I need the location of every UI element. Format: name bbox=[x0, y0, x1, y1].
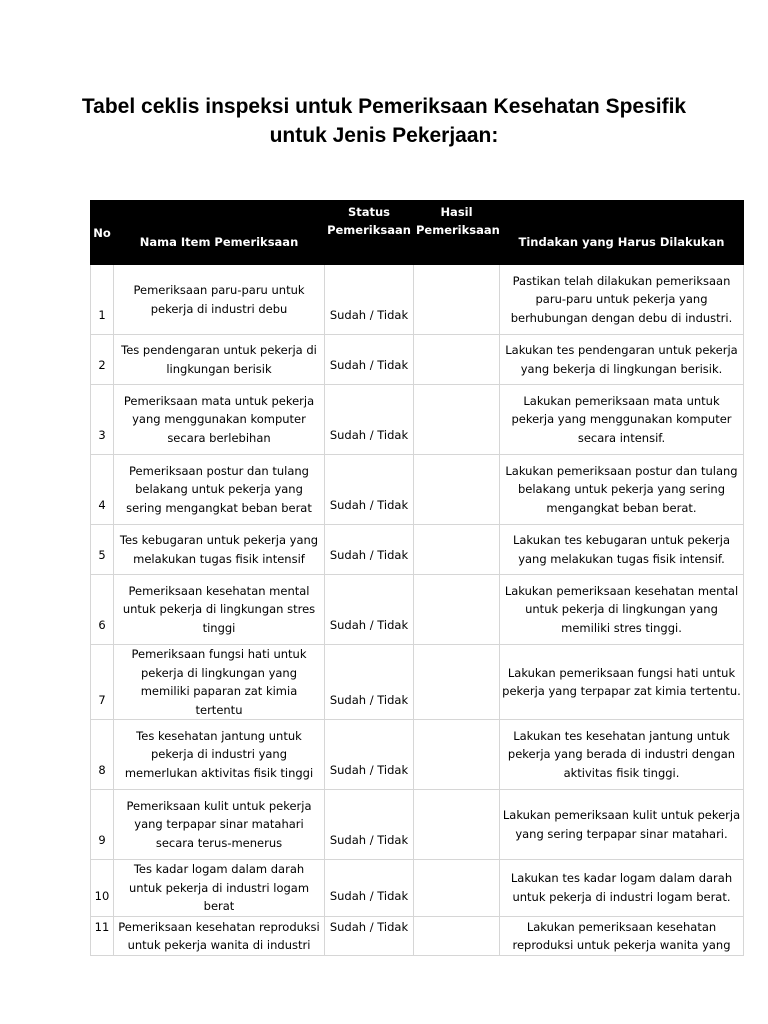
row-number: 1 bbox=[91, 265, 114, 335]
status-cell[interactable]: Sudah / Tidak bbox=[325, 455, 414, 525]
status-cell[interactable]: Sudah / Tidak bbox=[325, 916, 414, 955]
status-cell[interactable]: Sudah / Tidak bbox=[325, 525, 414, 575]
row-number: 11 bbox=[91, 916, 114, 955]
row-number: 9 bbox=[91, 790, 114, 860]
row-number: 4 bbox=[91, 455, 114, 525]
table-row bbox=[91, 455, 744, 525]
result-cell[interactable] bbox=[414, 385, 500, 455]
table-row bbox=[91, 860, 744, 917]
item-name-cell: Pemeriksaan kesehatan mental untuk pekerja di lingkungan stres tinggi bbox=[114, 575, 325, 645]
table-row bbox=[91, 575, 744, 645]
result-cell[interactable] bbox=[414, 790, 500, 860]
page-title: Tabel ceklis inspeksi untuk Pemeriksaan Kesehatan Spesifik untuk Jenis Pekerjaan: bbox=[81, 95, 687, 147]
action-cell: Lakukan tes kebugaran untuk pekerja yang melakukan tugas fisik intensif. bbox=[500, 525, 744, 575]
row-number: 2 bbox=[91, 335, 114, 385]
action-cell: Lakukan pemeriksaan postur dan tulang belakang untuk pekerja yang sering mengangkat beban berat. bbox=[500, 455, 744, 525]
result-cell[interactable] bbox=[414, 525, 500, 575]
status-cell[interactable]: Sudah / Tidak bbox=[325, 335, 414, 385]
action-cell: Lakukan pemeriksaan mata untuk pekerja yang menggunakan komputer secara intensif. bbox=[500, 385, 744, 455]
header-action: Tindakan yang Harus Dilakukan bbox=[500, 201, 744, 265]
action-cell: Lakukan pemeriksaan kesehatan reproduksi untuk pekerja wanita yang bbox=[500, 916, 744, 955]
action-cell: Lakukan tes kesehatan jantung untuk pekerja yang berada di industri dengan aktivitas fisik tinggi. bbox=[500, 720, 744, 790]
item-name-cell: Pemeriksaan postur dan tulang belakang untuk pekerja yang sering mengangkat beban berat bbox=[114, 455, 325, 525]
result-cell[interactable] bbox=[414, 720, 500, 790]
result-cell[interactable] bbox=[414, 645, 500, 720]
row-number: 6 bbox=[91, 575, 114, 645]
status-cell[interactable]: Sudah / Tidak bbox=[325, 790, 414, 860]
header-status: Status Pemeriksaan bbox=[325, 201, 414, 265]
item-name-cell: Tes kebugaran untuk pekerja yang melakukan tugas fisik intensif bbox=[114, 525, 325, 575]
table-row bbox=[91, 525, 744, 575]
table-row bbox=[91, 335, 744, 385]
status-cell[interactable]: Sudah / Tidak bbox=[325, 720, 414, 790]
table-header-row bbox=[91, 201, 744, 265]
table-body bbox=[91, 265, 744, 956]
item-name-cell: Pemeriksaan paru-paru untuk pekerja di industri debu bbox=[114, 265, 325, 335]
action-cell: Lakukan pemeriksaan fungsi hati untuk pekerja yang terpapar zat kimia tertentu. bbox=[500, 645, 744, 720]
header-no: No bbox=[91, 201, 114, 265]
result-cell[interactable] bbox=[414, 575, 500, 645]
item-name-cell: Tes kesehatan jantung untuk pekerja di industri yang memerlukan aktivitas fisik tinggi bbox=[114, 720, 325, 790]
row-number: 7 bbox=[91, 645, 114, 720]
result-cell[interactable] bbox=[414, 916, 500, 955]
status-cell[interactable]: Sudah / Tidak bbox=[325, 575, 414, 645]
result-cell[interactable] bbox=[414, 860, 500, 917]
item-name-cell: Pemeriksaan fungsi hati untuk pekerja di lingkungan yang memiliki paparan zat kimia tertentu bbox=[114, 645, 325, 720]
action-cell: Pastikan telah dilakukan pemeriksaan paru-paru untuk pekerja yang berhubungan dengan debu di industri. bbox=[500, 265, 744, 335]
item-name-cell: Tes pendengaran untuk pekerja di lingkungan berisik bbox=[114, 335, 325, 385]
row-number: 3 bbox=[91, 385, 114, 455]
item-name-cell: Tes kadar logam dalam darah untuk pekerja di industri logam berat bbox=[114, 860, 325, 917]
item-name-cell: Pemeriksaan kesehatan reproduksi untuk pekerja wanita di industri bbox=[114, 916, 325, 955]
action-cell: Lakukan tes pendengaran untuk pekerja yang bekerja di lingkungan berisik. bbox=[500, 335, 744, 385]
status-cell[interactable]: Sudah / Tidak bbox=[325, 265, 414, 335]
status-cell[interactable]: Sudah / Tidak bbox=[325, 645, 414, 720]
table-row bbox=[91, 385, 744, 455]
status-cell[interactable]: Sudah / Tidak bbox=[325, 860, 414, 917]
table-row bbox=[91, 265, 744, 335]
result-cell[interactable] bbox=[414, 455, 500, 525]
result-cell[interactable] bbox=[414, 335, 500, 385]
action-cell: Lakukan pemeriksaan kulit untuk pekerja yang sering terpapar sinar matahari. bbox=[500, 790, 744, 860]
inspection-checklist-table bbox=[90, 200, 744, 956]
table-row bbox=[91, 720, 744, 790]
action-cell: Lakukan tes kadar logam dalam darah untuk pekerja di industri logam berat. bbox=[500, 860, 744, 917]
action-cell: Lakukan pemeriksaan kesehatan mental untuk pekerja di lingkungan yang memiliki stres tinggi. bbox=[500, 575, 744, 645]
result-cell[interactable] bbox=[414, 265, 500, 335]
header-result: Hasil Pemeriksaan bbox=[414, 201, 500, 265]
status-cell[interactable]: Sudah / Tidak bbox=[325, 385, 414, 455]
row-number: 5 bbox=[91, 525, 114, 575]
row-number: 8 bbox=[91, 720, 114, 790]
table-row bbox=[91, 645, 744, 720]
item-name-cell: Pemeriksaan mata untuk pekerja yang menggunakan komputer secara berlebihan bbox=[114, 385, 325, 455]
header-item-name: Nama Item Pemeriksaan bbox=[114, 201, 325, 265]
table-row bbox=[91, 790, 744, 860]
table-row bbox=[91, 916, 744, 955]
row-number: 10 bbox=[91, 860, 114, 917]
item-name-cell: Pemeriksaan kulit untuk pekerja yang terpapar sinar matahari secara terus-menerus bbox=[114, 790, 325, 860]
